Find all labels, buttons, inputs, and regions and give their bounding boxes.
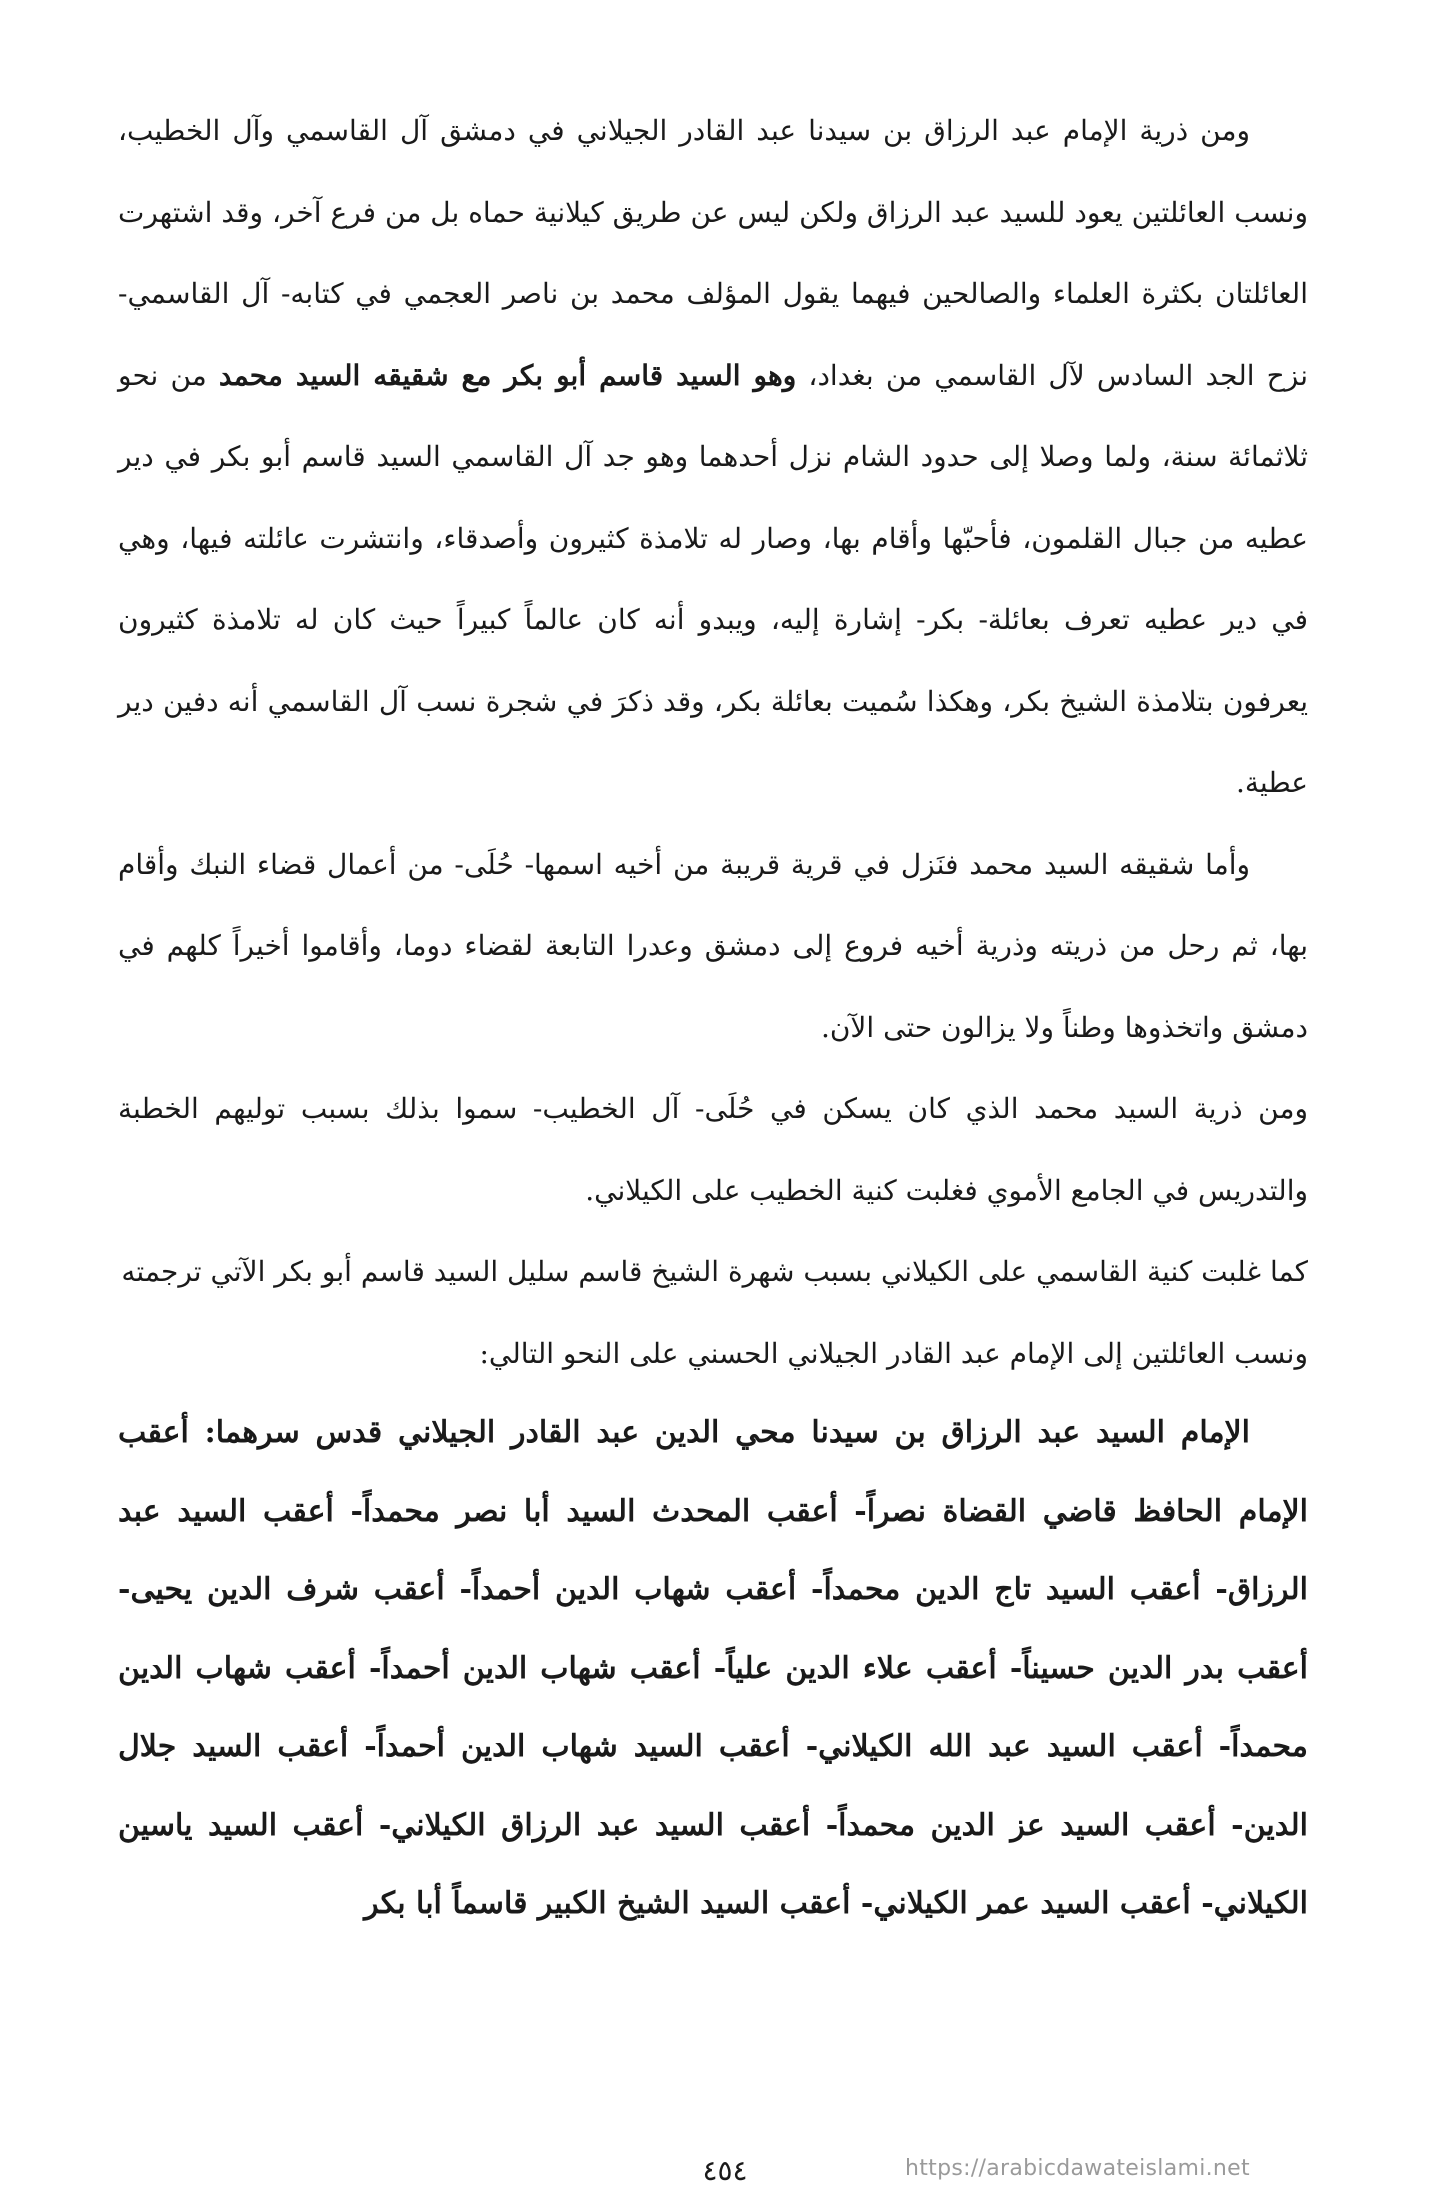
source-watermark-link[interactable]: https://arabicdawateislami.net	[905, 2156, 1250, 2181]
lineage-chain: الإمام السيد عبد الرزاق بن سيدنا محي الدين عبد القادر الجيلاني قدس سرهما: أعقب الإمام الحافظ قاضي القضاة نصراً- أعقب المحدث السيد أبا نصر محمداً- أعقب السيد عبد الرزاق- أعقب السيد تاج الدين محمداً- أعقب شهاب الدين أحمداً- أعقب شرف الدين يحيى- أعقب بدر الدين حسيناً- أعقب علاء الدين علياً- أعقب شهاب الدين أحمداً- أعقب شهاب الدين محمداً- أعقب السيد عبد الله الكيلاني- أعقب السيد شهاب الدين أحمداً- أعقب السيد جلال الدين- أعقب السيد عز الدين محمداً- أعقب السيد عبد الرزاق الكيلاني- أعقب السيد ياسين الكيلاني- أعقب السيد عمر الكيلاني- أعقب السيد الشيخ الكبير قاسماً أبا بكر	[118, 1415, 1308, 1921]
paragraph-family-origin	[118, 90, 1308, 824]
paragraph-al-qasimi: كما غلبت كنية القاسمي على الكيلاني بسبب شهرة الشيخ قاسم سليل السيد قاسم أبو بكر الآتي ترجمته	[121, 1255, 1308, 1288]
paragraph-brother: وأما شقيقه السيد محمد فنَزل في قرية قريبة من أخيه اسمها- حُلَى- من أعمال قضاء النبك وأقام بها، ثم رحل من ذريته وذرية أخيه فروع إلى دمشق وعدرا التابعة لقضاء دوما، وأقاموا أخيراً كلهم في دمشق واتخذوها وطناً ولا يزالون حتى الآن.	[118, 847, 1308, 1044]
emphasized-text: وهو السيد قاسم أبو بكر مع شقيقه السيد محمد	[218, 358, 797, 392]
paragraph-text: من نحو ثلاثمائة سنة، ولما وصلا إلى حدود الشام نزل أحدهما وهو جد آل القاسمي السيد قاسم أبو بكر في دير عطيه من جبال القلمون، فأحبّها وأقام بها، وصار له تلامذة كثيرون وأصدقاء، وانتشرت عائلته فيها، وهي في دير عطيه تعرف بعائلة- بكر- إشارة إليه، ويبدو أنه كان عالماً كبيراً حيث كان له تلامذة كثيرون يعرفون بتلامذة الشيخ بكر، وهكذا سُميت بعائلة بكر، وقد ذكرَ في شجرة نسب آل القاسمي أنه دفين دير عطية.	[118, 358, 1309, 799]
body-text	[118, 90, 1308, 1944]
paragraph-text: ومن ذرية الإمام عبد الرزاق بن سيدنا عبد القادر الجيلاني في دمشق آل القاسمي وآل الخطيب، ونسب العائلتين يعود للسيد عبد الرزاق ولكن ليس عن طريق كيلانية حماه بل من فرع آخر، وقد اشتهرت العائلتان بكثرة العلماء والصالحين فيهما يقول المؤلف محمد بن ناصر العجمي في كتابه- آل القاسمي- نزح الجد السادس لآل القاسمي من بغداد،	[118, 114, 1309, 392]
paragraph-lineage-intro: ونسب العائلتين إلى الإمام عبد القادر الجيلاني الحسني على النحو التالي:	[479, 1336, 1308, 1370]
paragraph-al-khatib: ومن ذرية السيد محمد الذي كان يسكن في حُلَى- آل الخطيب- سموا بذلك بسبب توليهم الخطبة والتدريس في الجامع الأموي فغلبت كنية الخطيب على الكيلاني.	[118, 1092, 1308, 1207]
page-footer	[0, 2150, 1454, 2190]
page-number: ٤٥٤	[702, 2154, 748, 2187]
